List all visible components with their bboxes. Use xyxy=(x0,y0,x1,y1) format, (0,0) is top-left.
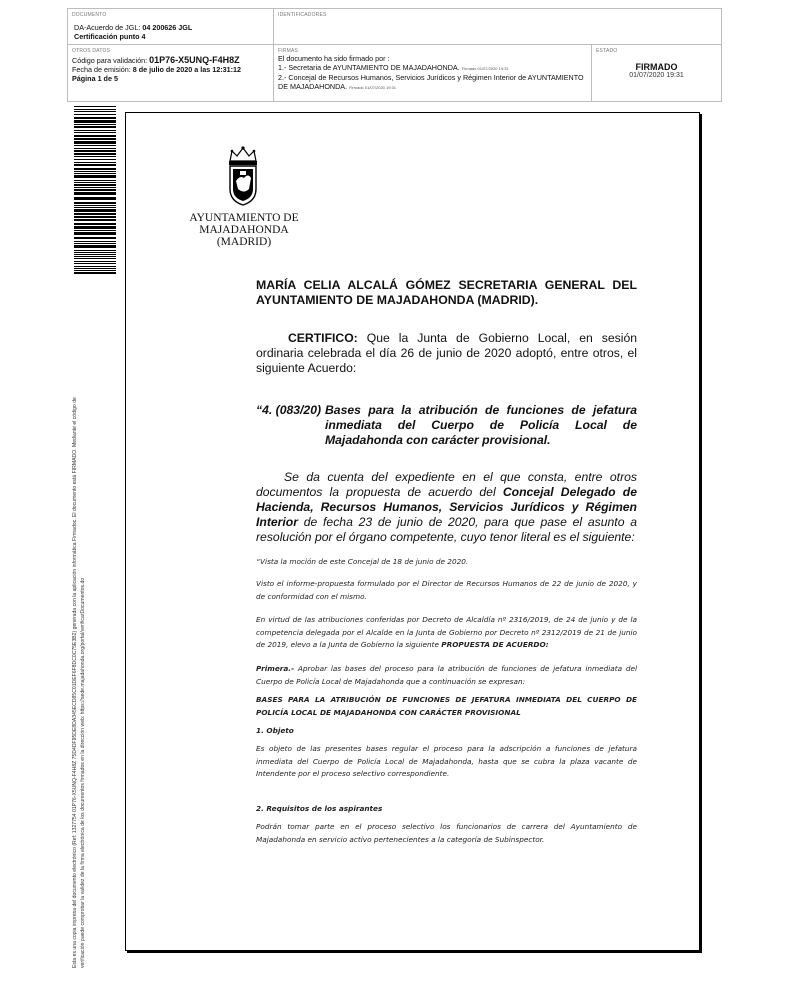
state-caption: ESTADO xyxy=(596,48,618,54)
validation-code-label: Código para validación: xyxy=(72,56,148,65)
barcode-image xyxy=(74,106,116,276)
signer-1: 1.- Secretaria de AYUNTAMIENTO DE MAJADAHONDA. Firmado 01/07/2020 19:31 xyxy=(278,63,509,72)
state-value: FIRMADO xyxy=(635,62,678,72)
signer-2: 2.- Concejal de Recursos Humanos, Servicios Jurídicos y Régimen Interior de AYUNTAMIENTO DE MAJADAHONDA. Firmado 01/07/2020 19:31 xyxy=(278,73,584,91)
page-info: Página 1 de 5 xyxy=(72,74,118,83)
coat-of-arms-icon xyxy=(222,145,264,207)
letterhead-line-2: MAJADAHONDA xyxy=(199,224,289,236)
agreement-number: “4. (083/20) xyxy=(256,403,322,417)
document-cell xyxy=(68,9,274,45)
certifico-paragraph xyxy=(256,331,637,376)
bases-title: BASES PARA LA ATRIBUCIÓN DE FUNCIONES DE JEFATURA INMEDIATA DEL CUERPO DE POLICÍA LOCAL DE MAJADAHONDA CON CARÁCTER PROVISIONAL xyxy=(256,695,637,717)
signatures-cell xyxy=(274,45,592,101)
other-data-cell xyxy=(68,45,274,101)
account-paragraph: Se da cuenta del expediente en el que consta, entre otros documentos la propuesta de acuerdo del Concejal Delegado de Hacienda, Recursos Humanos, Servicios Jurídicos y Régimen Interior de fecha 23 de junio de 2020, para que pase el asunto a resolución por el órgano competente, cuyo tenor literal es el siguiente: xyxy=(256,470,637,544)
document-type-label: DA-Acuerdo de JGL: xyxy=(74,23,141,32)
document-title: MARÍA CELIA ALCALÁ GÓMEZ SECRETARIA GENERAL DEL AYUNTAMIENTO DE MAJADAHONDA (MADRID). xyxy=(256,278,637,307)
agreement-title: Bases para la atribución de funciones de jefatura inmediata del Cuerpo de Policía Local de Majadahonda con carácter provisional. xyxy=(325,403,637,447)
validation-line-2: verificación puede comprobar la validez de la firma electrónica de los documentos firmados en la dirección web: https://sede.majadahonda.org/portal/verificarDocumentos.do xyxy=(79,577,86,968)
section-2-title: 2. Requisitos de los aspirantes xyxy=(256,804,383,813)
state-cell xyxy=(592,45,721,101)
letterhead-line-3: (MADRID) xyxy=(216,236,272,248)
municipality-letterhead xyxy=(178,212,310,248)
section-1-text: Es objeto de las presentes bases regular el proceso para la adscripción a funciones de jefatura inmediata del Cuerpo de Policía Local de Majadahonda, hasta que se cubra la plaza vacante de Intendente por el proceso selectivo correspondiente. xyxy=(256,744,637,778)
letterhead-line-1: AYUNTAMIENTO DE xyxy=(189,212,299,224)
section-2-text: Podrán tomar parte en el proceso selectivo los funcionarios de carrera del Ayuntamiento de Majadahonda en servicio activo pertenecientes a la categoría de Subinspector. xyxy=(256,822,637,844)
other-data-caption: OTROS DATOS xyxy=(72,48,111,54)
state-date: 01/07/2020 19:31 xyxy=(629,72,684,79)
validation-line-1: Esta es una copia impresa del documento electrónico (Ref: 1327754 01P76-X5UNQ-F4H8Z 75D4DF95DE8DA345ECD85C01DEF6F8DC0C75E3B2) generada con la aplicación informática Firmadoc. El documento está FIRMADO. Mediante el código de xyxy=(72,397,78,968)
issue-date: 8 de julio de 2020 a las 12:31:12 xyxy=(132,65,242,74)
primera-label: Primera.- xyxy=(256,664,295,673)
agreement-heading xyxy=(256,403,637,448)
vertical-validation-text xyxy=(72,298,103,968)
document-metadata-header xyxy=(67,8,722,102)
identifiers-cell xyxy=(274,9,721,45)
issue-date-label: Fecha de emisión: xyxy=(72,65,131,74)
signatures-intro: El documento ha sido firmado por : xyxy=(278,54,390,63)
validation-code: 01P76-X5UNQ-F4H8Z xyxy=(149,55,240,65)
document-caption: DOCUMENTO xyxy=(72,12,107,18)
virtud-paragraph: En virtud de las atribuciones conferidas por Decreto de Alcaldía nº 2316/2019, de 24 de junio y de la competencia delegada por el Alcalde en la Junta de Gobierno por Decreto nº 2312/2019 de 21 de junio de 2019, elevo a la Junta de Gobierno la siguiente PROPUESTA DE ACUERDO: xyxy=(256,615,637,649)
document-type-value: 04 200626 JGL xyxy=(142,23,193,32)
signer-1-stamp: Firmado 01/07/2020 19:31 xyxy=(461,66,509,71)
certifico-text: Que la Junta de Gobierno Local, en sesión ordinaria celebrada el día 26 de junio de 2020 adoptó, entre otros, el siguiente Acuerdo: xyxy=(256,331,637,375)
vista-paragraph: “Vista la moción de este Concejal de 18 de junio de 2020. xyxy=(256,557,469,566)
proposal-label: PROPUESTA DE ACUERDO: xyxy=(441,640,549,649)
certifico-label: CERTIFICO: xyxy=(288,331,358,345)
primera-paragraph: Primera.- Aprobar las bases del proceso para la atribución de funciones de jefatura inmediata del Cuerpo de Policía Local de Majadahonda que a continuación se expresan: xyxy=(256,664,638,686)
signer-2-stamp: Firmado 01/07/2020 19:31 xyxy=(349,85,397,90)
section-1-title: 1. Objeto xyxy=(256,726,294,735)
councillor-title: Concejal Delegado de Hacienda, Recursos Humanos, Servicios Jurídicos y Régimen Interior xyxy=(256,485,637,529)
visto-paragraph: Visto el informe-propuesta formulado por el Director de Recursos Humanos de 22 de junio de 2020, y de conformidad con el mismo. xyxy=(256,579,637,601)
document-subject: Certificación punto 4 xyxy=(74,32,146,41)
signatures-caption: FIRMAS xyxy=(278,48,299,54)
identifiers-caption: IDENTIFICADORES xyxy=(278,12,327,18)
